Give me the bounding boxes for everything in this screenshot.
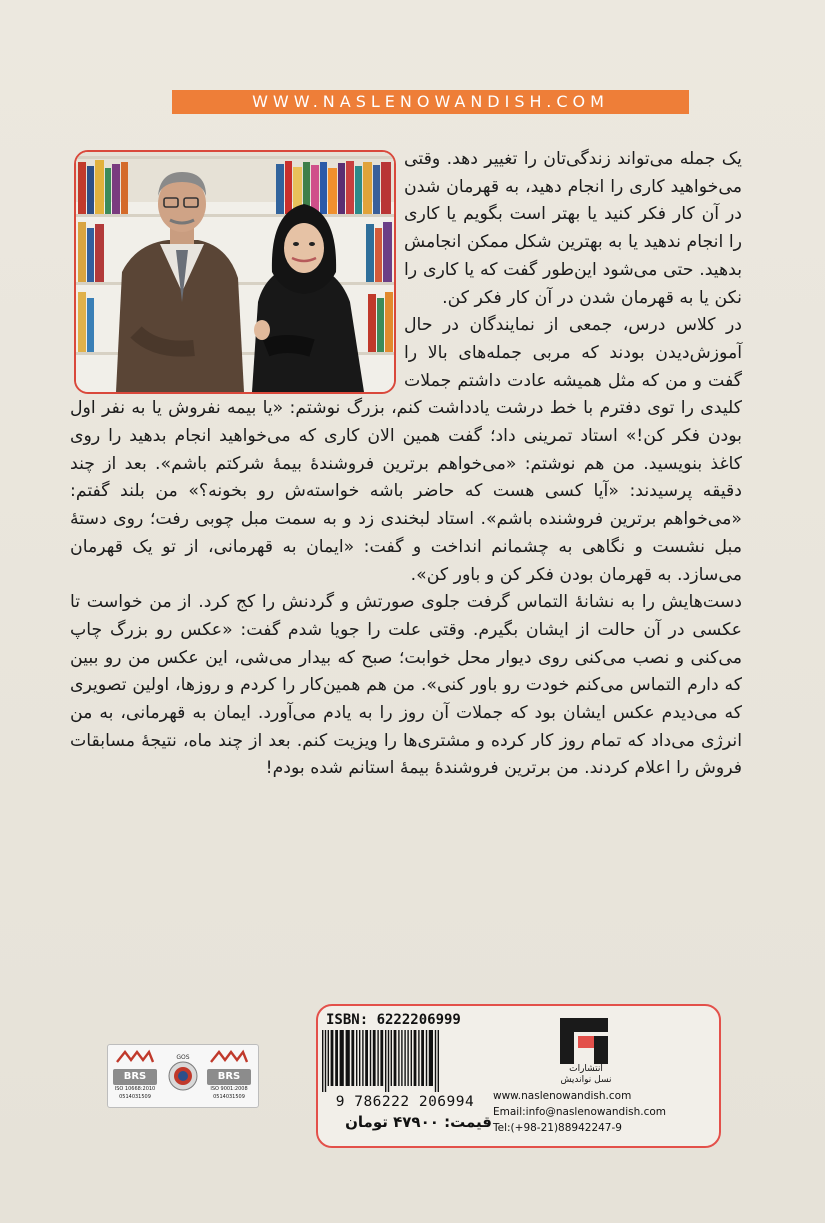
brs-certificate-right xyxy=(206,1048,252,1102)
barcode-bar xyxy=(380,1030,383,1086)
certificate-number: 0514031509 xyxy=(213,1094,245,1100)
barcode-bar xyxy=(340,1030,344,1086)
barcode-bar xyxy=(362,1030,363,1086)
price: قیمت: ۴۷۹۰۰ تومان xyxy=(345,1113,492,1131)
brs-label: BRS xyxy=(207,1069,251,1085)
publisher-website: www.naslenowandish.com xyxy=(493,1090,632,1102)
barcode-bar xyxy=(388,1030,389,1092)
barcode-bar xyxy=(438,1030,439,1092)
paragraph-2: در کلاس درس، جمعی از نمایندگان در حال آموزش‌دیدن بودند که مربی جمله‌های بالا را گفت و من که مثل همیشه عادت داشتم جملات کلیدی را توی دفترم با خط درشت یادداشت کنم، بزرگ نوشتم: «یا بیمه نفروش یا به نفر اول بودن فکر کن!» استاد تمرینی داد؛ گفت همین الان کاری که می‌خواهید انجام بدهید را روی کاغذ بنویسید. من هم نوشتم: «می‌خواهم برترین فروشندهٔ بیمهٔ شرکتم باشم». بعد از چند دقیقه پرسیدند: «آیا کسی هست که حاضر باشه خواسته‌ش رو بخونه؟» من بلند گفتم: «می‌خواهم برترین فروشنده باشم». استاد لبخندی زد و به سمت مبل چوبی رفت؛ روی دستهٔ مبل نشست و نگاهی به چشمانم انداخت و گفت: «ایمان به قهرمانی، از تو یک قهرمان می‌سازد. به قهرمان بودن فکر کن و باور کن». xyxy=(70,315,742,585)
back-cover-text xyxy=(70,146,742,783)
publisher-phone: Tel:(+98-21)88942247-9 xyxy=(493,1122,622,1134)
paragraph-3: دست‌هایش را به نشانهٔ التماس گرفت جلوی صورتش و گردنش را کج کرد. از من خواست تا عکسی در آن حالت از ایشان بگیرم. وقتی علت را جویا شدم گفت: «عکس رو بزرگ چاپ می‌کنی و نصب می‌کنی روی دیوار محل خوابت؛ صبح که بیدار می‌شی، این عکس من رو ببین که دارم التماس می‌کنم خودت رو باور کنی». من هم همین‌کار را کردم و روزها، اولین تصویری که می‌دیدم عکس ایشان بود که جملات آن روز را به یادم می‌آورد. ایمان به قهرمانی، به من انرژی می‌داد که تمام روز کار کرده و مشتری‌ها را ویزیت کنم. بعد از چند ماه، نتیجهٔ مسابقات فروش را اعلام کردند. من برترین فروشندهٔ بیمهٔ استانم شده بودم! xyxy=(70,592,742,779)
brs-certificate-left xyxy=(112,1048,158,1102)
barcode-bar xyxy=(351,1030,354,1086)
gos-seal-icon xyxy=(166,1050,200,1100)
isbn-barcode xyxy=(320,1030,488,1092)
publisher-name xyxy=(545,1064,627,1086)
barcode-bar xyxy=(322,1030,323,1092)
barcode-bar xyxy=(325,1030,326,1092)
publisher-logo-icon xyxy=(556,1014,612,1068)
barcode-bar xyxy=(331,1030,334,1086)
barcode-bar xyxy=(346,1030,350,1086)
barcode-bar xyxy=(435,1030,436,1092)
brs-label: BRS xyxy=(113,1069,157,1085)
iso-standard: ISO 9001:2008 xyxy=(210,1086,248,1092)
barcode-bar xyxy=(356,1030,357,1086)
barcode-bar xyxy=(414,1030,417,1086)
barcode-bar xyxy=(404,1030,405,1086)
barcode-bar xyxy=(398,1030,399,1086)
paragraph-1: یک جمله می‌تواند زندگی‌تان را تغییر دهد. وقتی می‌خواهید کاری را انجام دهید، به قهرمان شدن در آن کار فکر کنید یا بهتر است بگویم یا کاری را انجام ندهید یا به بهترین شکل ممکن انجامش بدهید. حتی می‌شود این‌طور گفت که یا کاری را نکن یا به قهرمان شدن در آن کار فکر کن. xyxy=(404,149,742,308)
publisher-contact xyxy=(493,1088,703,1136)
barcode-bar xyxy=(401,1030,402,1086)
barcode-bar xyxy=(377,1030,378,1086)
barcode-digits: 9 786222 206994 xyxy=(335,1094,475,1110)
barcode-bar xyxy=(407,1030,408,1086)
barcode-bar xyxy=(429,1030,433,1086)
barcode-bar xyxy=(426,1030,427,1086)
publisher-label-line2: نسل نواندیش xyxy=(560,1075,612,1085)
brs-mark-icon xyxy=(113,1048,157,1064)
barcode-bar xyxy=(418,1030,419,1086)
iso-standard: ISO 10668:2010 xyxy=(114,1086,156,1092)
barcode-bar xyxy=(394,1030,397,1086)
photo-spacer xyxy=(70,146,404,395)
barcode-bar xyxy=(335,1030,338,1086)
barcode-bar xyxy=(411,1030,412,1086)
publisher-label-line1: انتشارات xyxy=(569,1064,603,1074)
barcode-bar xyxy=(328,1030,329,1086)
barcode-bar xyxy=(385,1030,386,1092)
gos-label: GOS xyxy=(176,1054,190,1061)
barcode-bar xyxy=(365,1030,368,1086)
barcode-bar xyxy=(421,1030,424,1086)
publisher-email: Email:info@naslenowandish.com xyxy=(493,1106,667,1118)
website-banner: WWW.NASLENOWANDISH.COM xyxy=(172,90,689,114)
barcode-bar xyxy=(359,1030,360,1086)
barcode-bar xyxy=(370,1030,371,1086)
isbn-number: ISBN: 6222206999 xyxy=(326,1012,461,1028)
barcode-bar xyxy=(391,1030,392,1086)
certificate-number: 0514031509 xyxy=(119,1094,151,1100)
barcode-bar xyxy=(373,1030,376,1086)
brs-mark-icon xyxy=(207,1048,251,1064)
